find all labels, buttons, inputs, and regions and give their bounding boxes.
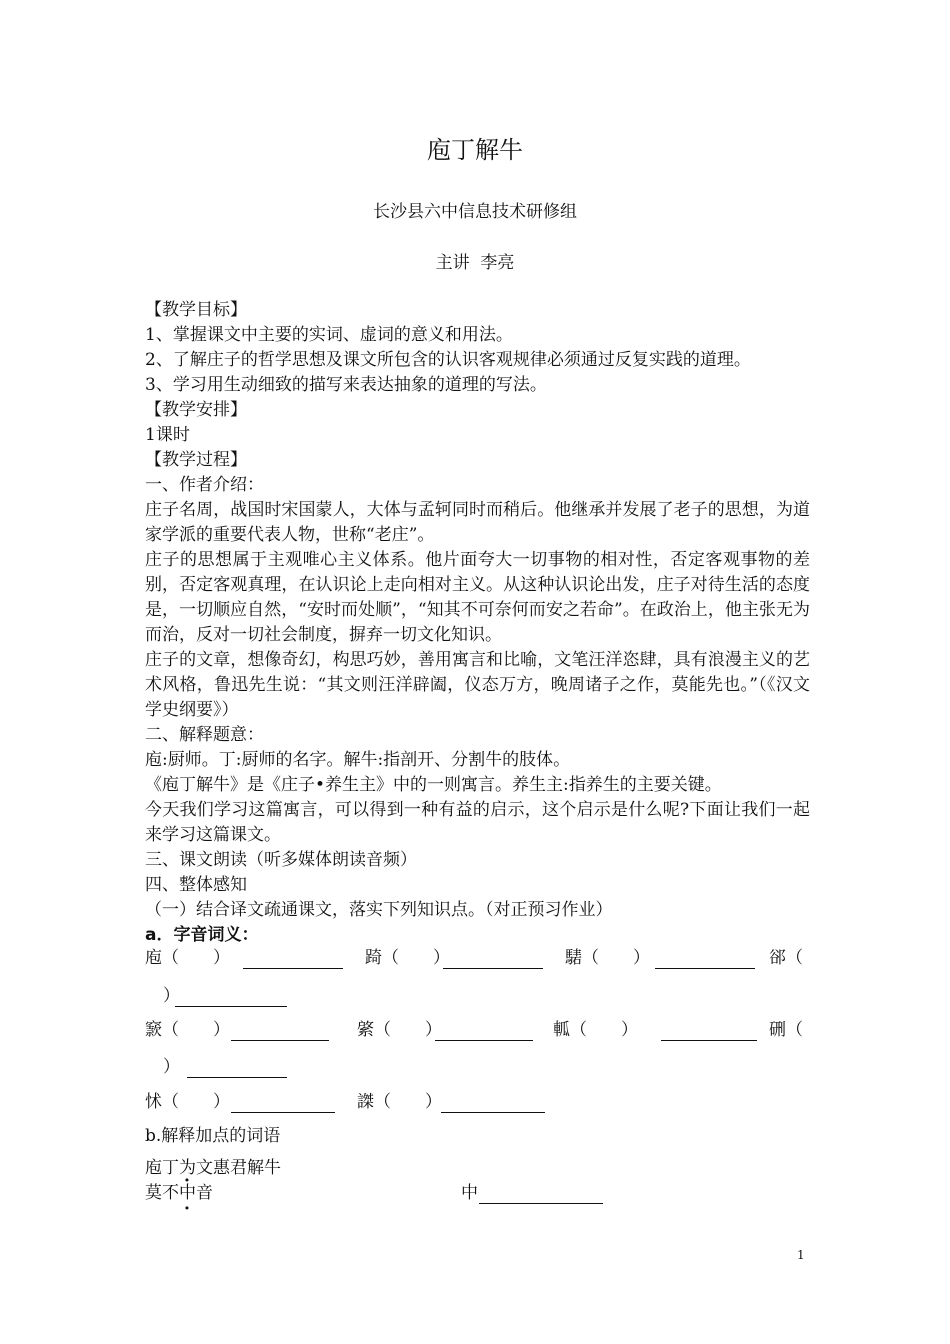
answer-blank-3[interactable] [655,950,755,969]
exercise-char-gu: 軱（ ） [553,1020,638,1040]
title-explain-3: 今天我们学习这篇寓言，可以得到一种有益的启示，这个启示是什么呢?下面让我们一起来学习这篇课文。 [145,800,810,845]
exercise-row-1b [145,984,810,1009]
phrase-2-row [145,1181,810,1206]
exercise-char-yi: 踦（ ） [365,948,450,968]
exercise-char-xi: 郤（ [769,948,803,968]
exercise-row-1 [145,946,810,971]
reading-header: 三、课文朗读（听多媒体朗读音频） [145,850,417,870]
explain-header: b.解释加点的词语 [145,1126,281,1146]
overall-header: 四、整体感知 [145,875,247,895]
exercise-row-3 [145,1090,810,1115]
goal-2: 2、了解庄子的哲学思想及课文所包含的认识客观规律必须通过反复实践的道理。 [145,350,751,370]
title-explain-2: 《庖丁解牛》是《庄子•养生主》中的一则寓言。养生主:指养生的主要关键。 [145,775,722,795]
exercise-char-qing: 綮（ ） [357,1020,442,1040]
process-header: 【教学过程】 [145,450,247,470]
phrase-2-dotted-char: 中 [179,1183,196,1203]
title-explain-header: 二、解释题意： [145,725,264,745]
answer-blank-6[interactable] [435,1022,533,1041]
answer-blank-2[interactable] [443,950,543,969]
author-paragraph-3: 庄子的文章，想像奇幻，构思巧妙，善用寓言和比喻，文笔汪洋恣肆，具有浪漫主义的艺术风格，鲁迅先生说：“其文则汪洋辟阖，仪态万方，晚周诸子之作，莫能先也。”（《汉文学史纲要》） [145,650,810,720]
answer-blank-7[interactable] [661,1022,757,1041]
arrangement-text: 1课时 [145,425,190,445]
subtitle-speaker: 主讲 李亮 [435,253,515,273]
answer-blank-11[interactable] [479,1185,603,1204]
exercise-row-2 [145,1018,810,1043]
page-number: 1 [797,1248,805,1262]
phrase-2-answer-label: 中 [461,1183,478,1203]
answer-blank-9[interactable] [231,1094,335,1113]
document-body [145,298,810,948]
pronunciation-header: a．字音词义： [145,925,259,945]
phrase-2-post: 音 [196,1183,213,1203]
goal-3: 3、学习用生动细致的描写来表达抽象的道理的写法。 [145,375,547,395]
answer-blank-5[interactable] [231,1022,329,1041]
answer-blank-4[interactable] [175,988,287,1007]
phrase-2-pre: 莫不 [145,1183,179,1203]
exercise-char-xing-close: ） [163,1057,180,1077]
exercise-char-huo: 騞（ ） [565,948,650,968]
goals-header: 【教学目标】 [145,300,247,320]
answer-blank-8[interactable] [187,1059,287,1078]
exercise-char-xi-close: ） [163,986,180,1006]
phrase-1: 庖丁为文惠君解牛 [145,1158,281,1178]
exercise-char-huo2: 謋（ ） [357,1092,442,1112]
goal-1: 1、掌握课文中主要的实词、虚词的意义和用法。 [145,325,513,345]
exercise-char-xing: 硎（ [769,1020,803,1040]
arrangement-header: 【教学安排】 [145,400,247,420]
overall-item-1: （一）结合译文疏通课文，落实下列知识点。（对正预习作业） [145,900,613,920]
exercise-char-chu: 怵（ ） [145,1092,230,1112]
author-paragraph-2: 庄子的思想属于主观唯心主义体系。他片面夸大一切事物的相对性，否定客观事物的差别，否定客观真理，在认识论上走向相对主义。从这种认识论出发，庄子对待生活的态度是，一切顺应自然，“安时而处顺”，“知其不可奈何而安之若命”。在政治上，他主张无为而治，反对一切社会制度，摒弃一切文化知识。 [145,550,810,645]
title-explain-1: 庖:厨师。丁:厨师的名字。解牛:指剖开、分割牛的肢体。 [145,750,571,770]
answer-blank-1[interactable] [243,950,343,969]
answer-blank-10[interactable] [441,1094,545,1113]
exercise-char-pao: 庖（ ） [145,948,230,968]
subtitle-group: 长沙县六中信息技术研修组 [373,202,577,222]
exercise-char-kuan: 窾（ ） [145,1020,230,1040]
exercise-row-2b [145,1055,810,1080]
author-header: 一、作者介绍： [145,475,264,495]
author-paragraph-1: 庄子名周，战国时宋国蒙人，大体与孟轲同时而稍后。他继承并发展了老子的思想，为道家学派的重要代表人物，世称“老庄”。 [145,500,810,545]
document-title: 庖丁解牛 [427,136,523,164]
